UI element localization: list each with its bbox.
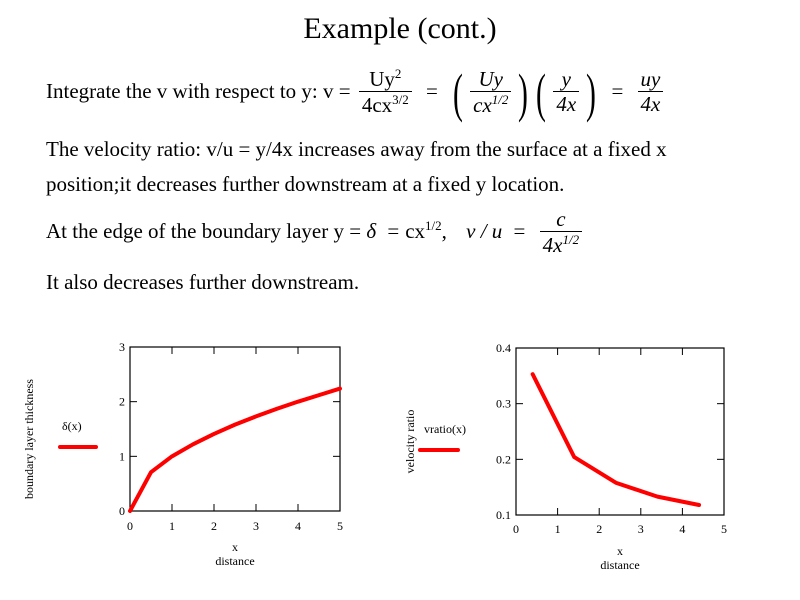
- y-tick-label: 0.4: [496, 341, 511, 355]
- frac4-den: 4x: [638, 91, 664, 117]
- velocity-ratio-chart: [403, 341, 727, 572]
- x-tick-label: 3: [637, 522, 644, 536]
- frac2-den-sup: 1/2: [491, 91, 509, 107]
- y-tick-label: 0.1: [496, 508, 511, 522]
- x-axis-label-distance: distance: [215, 554, 255, 568]
- x-tick-label: 5: [337, 519, 343, 533]
- decreases-text: It also decreases further downstream.: [46, 270, 360, 294]
- frac1-den: 4cx: [361, 93, 393, 118]
- left-paren-2: (: [536, 63, 547, 123]
- boundary-layer-chart: [22, 340, 343, 568]
- legend-label: δ(x): [62, 419, 82, 433]
- y-tick-label: 0.2: [496, 452, 511, 467]
- cx-sup: 1/2: [425, 217, 442, 233]
- x-tick-label: 2: [596, 522, 603, 536]
- data-series-line: [130, 389, 340, 511]
- delta-symbol: δ: [366, 218, 377, 243]
- equals-sign-2: =: [611, 78, 624, 103]
- frac4-num: uy: [640, 67, 661, 92]
- y-tick-label: 2: [119, 394, 125, 409]
- frac1-num-sup: 2: [394, 66, 402, 82]
- y-axis-label: velocity ratio: [403, 409, 417, 474]
- frac3-den: 4x: [553, 91, 579, 117]
- x-tick-label: 4: [679, 522, 686, 536]
- x-tick-label: 2: [211, 519, 217, 533]
- frac2-den: cx: [473, 92, 492, 117]
- right-paren-1: ): [518, 63, 529, 123]
- plot-frame: [130, 347, 340, 511]
- frac1-den-sup: 3/2: [392, 92, 409, 108]
- x-axis-label: x: [617, 544, 623, 558]
- y-axis-label: boundary layer thickness: [22, 379, 36, 499]
- legend-label: vratio(x): [424, 422, 466, 436]
- x-axis-label: x: [232, 540, 238, 554]
- y-tick-label: 3: [119, 340, 125, 354]
- left-paren-1: (: [453, 63, 464, 123]
- x-tick-label: 1: [169, 519, 175, 533]
- x-tick-label: 3: [253, 519, 259, 533]
- x-tick-label: 5: [721, 522, 727, 536]
- x-tick-label: 1: [554, 522, 561, 536]
- x-tick-label: 4: [295, 519, 301, 533]
- frac5-num: c: [556, 207, 566, 231]
- frac2-num: Uy: [478, 66, 504, 91]
- equals-sign-3: =: [387, 218, 400, 243]
- slide-title: Example (cont.): [303, 12, 497, 45]
- y-tick-label: 0.3: [496, 396, 511, 411]
- boundary-edge-prefix: At the edge of the boundary layer y =: [46, 218, 362, 243]
- equals-sign-1: =: [426, 78, 438, 103]
- x-tick-label: 0: [127, 519, 133, 533]
- y-tick-label: 1: [119, 449, 125, 464]
- cx-term: cx: [405, 218, 426, 243]
- velocity-ratio-text-2: position;it decreases further downstream at a fixed y location.: [46, 172, 565, 196]
- frac3-num: y: [561, 67, 571, 92]
- right-paren-2: ): [586, 63, 597, 123]
- y-tick-label: 0: [119, 504, 125, 518]
- frac5-den: 4x: [542, 233, 563, 258]
- frac5-den-sup: 1/2: [562, 232, 580, 248]
- integration-prefix: Integrate the v with respect to y: v =: [46, 78, 351, 103]
- comma: ,: [441, 218, 447, 243]
- equals-sign-4: =: [513, 218, 526, 243]
- frac1-num: Uy: [369, 67, 395, 92]
- x-tick-label: 0: [513, 522, 519, 536]
- velocity-ratio-text-1: The velocity ratio: v/u = y/4x increases away from the surface at a fixed x: [46, 137, 667, 161]
- x-axis-label-distance: distance: [600, 558, 640, 572]
- data-series-line: [533, 374, 699, 505]
- plot-frame: [516, 348, 724, 515]
- v-over-u: v / u: [466, 218, 503, 243]
